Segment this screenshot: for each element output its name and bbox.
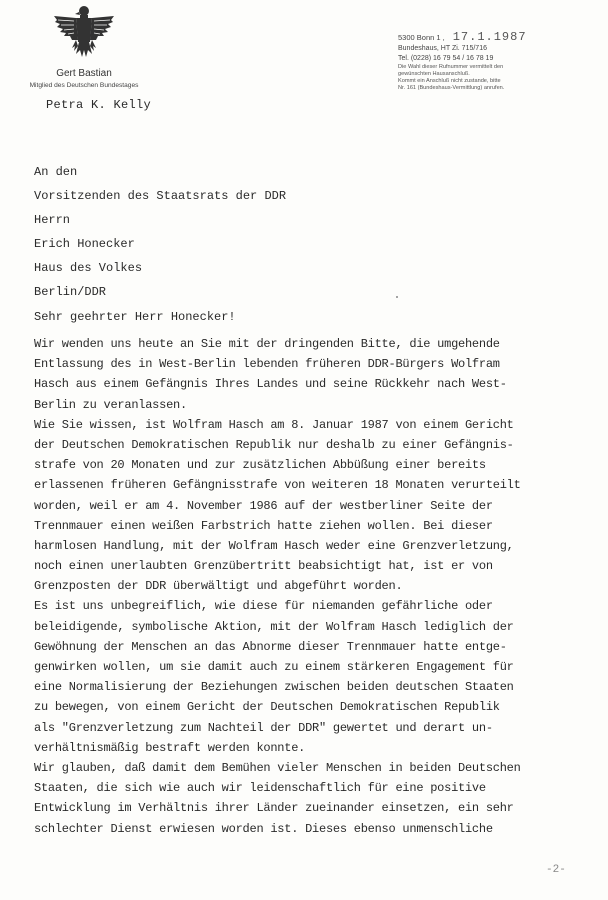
body-line: Trennmauer einen weißen Farbstrich hatte ziehen wollen. Bei dieser	[34, 518, 493, 533]
letter-date: 17.1.1987	[452, 30, 527, 44]
address-line: Erich Honecker	[34, 237, 135, 251]
body-line: Es ist uns unbegreiflich, wie diese für niemanden gefährliche oder	[34, 599, 493, 614]
body-line: genwirken wollen, um sie damit auch zu einem stärkeren Engagement für	[34, 660, 514, 674]
body-line: Entwicklung im Verhältnis ihrer Länder zueinander einsetzen, ein sehr	[34, 801, 514, 816]
address-line: Vorsitzenden des Staatsrats der DDR	[34, 189, 287, 203]
body-line: Wir wenden uns heute an Sie mit der dringenden Bitte, die umgehende	[34, 337, 500, 351]
place-date-line	[398, 30, 527, 44]
body-line: beleidigende, symbolische Aktion, mit der Wolfram Hasch lediglich der	[34, 619, 514, 634]
body-line: Berlin zu veranlassen.	[34, 397, 187, 412]
letter-body	[34, 334, 604, 839]
body-line: Wie Sie wissen, ist Wolfram Hasch am 8. Januar 1987 von einem Gericht	[34, 417, 514, 432]
body-line: Grenzposten der DDR überwältigt und abgeführt worden.	[34, 579, 403, 594]
address-line: Haus des Volkes	[34, 261, 143, 275]
body-line: schlechter Dienst erwiesen worden ist. Dieses ebenso unmenschliche	[34, 821, 493, 836]
body-line: eine Normalisierung der Beziehungen zwischen beiden deutschen Staaten	[34, 680, 514, 695]
body-line: verhältnismäßig bestraft werden konnte.	[34, 740, 306, 755]
body-line: strafe von 20 Monaten und zur zusätzlichen Abbüßung einer bereits	[34, 458, 486, 473]
building-address: Bundeshaus, HT Zi. 715/716	[398, 45, 487, 52]
body-line: harmlosen Handlung, mit der Wolfram Hasch weder eine Grenzverletzung,	[34, 538, 514, 553]
page-number: -2-	[546, 864, 566, 876]
body-line: Staaten, die sich wie auch wir leidenschaftlich für eine positive	[34, 781, 486, 796]
scan-speck	[396, 296, 398, 298]
address-line: Herrn	[34, 213, 71, 227]
phone-note-line: Kommt ein Anschluß nicht zustande, bitte	[398, 78, 501, 84]
body-line: Wir glauben, daß damit dem Bemühen vieler Menschen in beiden Deutschen	[34, 760, 521, 775]
federal-eagle-emblem	[52, 2, 116, 62]
body-line: worden, weil er am 4. November 1986 auf der westberliner Seite der	[34, 498, 493, 513]
sender-name: Gert Bastian	[56, 68, 112, 79]
body-line: der Deutschen Demokratischen Republik nur deshalb zu einer Gefängnis-	[34, 437, 514, 452]
salutation: Sehr geehrter Herr Honecker!	[34, 310, 236, 324]
body-line: zu bewegen, von einem Gericht der Deutschen Demokratischen Republik	[34, 700, 500, 715]
co-signer-name: Petra K. Kelly	[46, 98, 152, 112]
place: 5300 Bonn 1 ,	[398, 33, 445, 42]
phone-note-line: gewünschten Hausanschluß.	[398, 71, 470, 77]
address-line: An den	[34, 165, 78, 179]
phone-note-line: Nr. 161 (Bundeshaus-Vermittlung) anrufen.	[398, 85, 505, 91]
body-line: Gewöhnung der Menschen an das Abnorme dieser Trennmauer hatte entge-	[34, 639, 507, 654]
phone-numbers: Tel. (0228) 16 79 54 / 16 78 19	[398, 55, 494, 62]
body-line: noch einen unerlaubten Grenzübertritt beabsichtigt hat, ist er von	[34, 559, 493, 574]
sender-title: Mitglied des Deutschen Bundestages	[29, 82, 139, 89]
body-line: Hasch aus einem Gefängnis Ihres Landes und seine Rückkehr nach West-	[34, 377, 507, 392]
body-line: Entlassung des in West-Berlin lebenden früheren DDR-Bürgers Wolfram	[34, 357, 500, 372]
body-line: erlassenen früheren Gefängnisstrafe von weiteren 18 Monaten verurteilt	[34, 478, 521, 493]
body-line: als "Grenzverletzung zum Nachteil der DDR" gewertet und derart un-	[34, 720, 493, 735]
phone-note-line: Die Wahl dieser Rufnummer vermittelt den	[398, 64, 504, 70]
address-line: Berlin/DDR	[34, 285, 107, 299]
letterhead-contact-block	[398, 30, 527, 92]
